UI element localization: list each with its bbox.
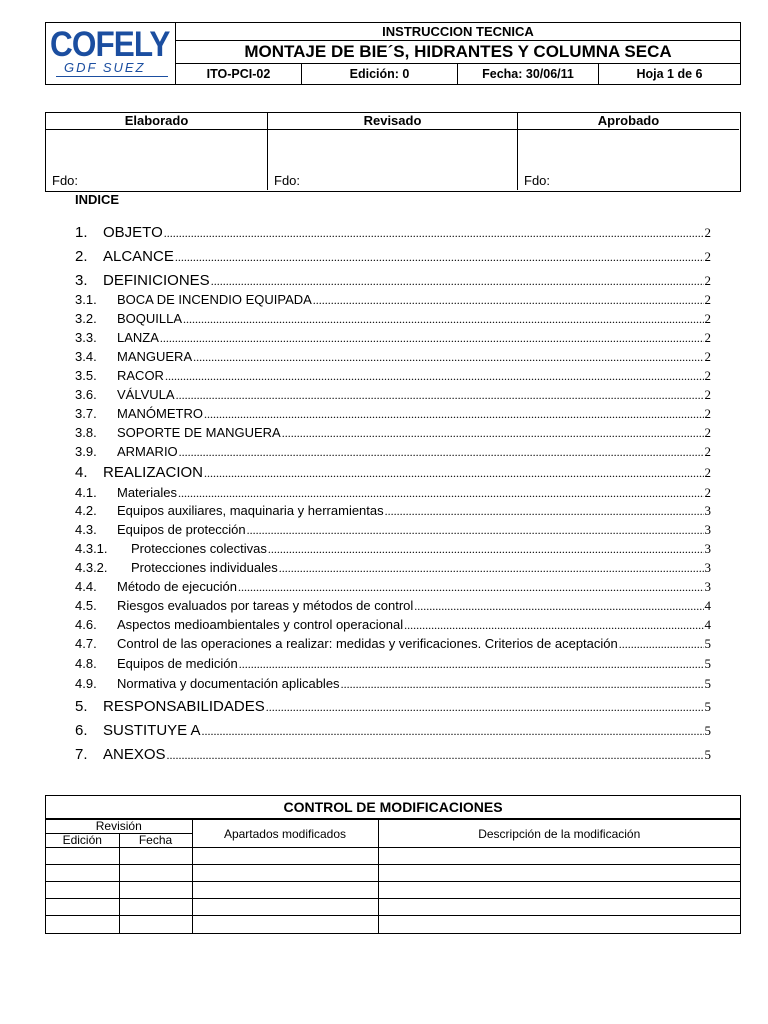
toc-entry[interactable]: [75, 617, 711, 633]
toc-entry[interactable]: [75, 330, 711, 346]
edicion-header: Edición: [46, 834, 119, 848]
toc-entry[interactable]: [75, 349, 711, 365]
toc-entry[interactable]: [75, 368, 711, 384]
toc-leader: [204, 407, 704, 422]
toc-text: Aspectos medioambientales y control operacional: [117, 617, 404, 632]
toc-page: 3: [704, 579, 711, 594]
table-row: [46, 899, 740, 916]
toc-number: 4.4.: [75, 579, 97, 594]
toc-leader: [178, 486, 704, 501]
toc-leader: [202, 724, 704, 739]
toc-text: BOQUILLA: [117, 311, 183, 326]
document-header: [45, 22, 741, 85]
toc-leader: [404, 618, 703, 633]
toc-page: 2: [704, 330, 711, 345]
table-row: [46, 882, 740, 899]
toc-page: 5: [704, 656, 711, 671]
signature-label: Fdo:: [274, 173, 301, 188]
toc-number: 4.3.1.: [75, 541, 108, 556]
toc-entry[interactable]: [75, 503, 711, 519]
toc-entry[interactable]: [75, 248, 711, 265]
toc-text: OBJETO: [103, 224, 163, 241]
doc-meta-row: [176, 64, 740, 84]
toc-text: Equipos de medición: [117, 656, 238, 671]
toc-leader: [282, 426, 704, 441]
approval-header: Revisado: [268, 113, 517, 130]
doc-date: Fecha: 30/06/11: [458, 64, 599, 84]
toc-text: Protecciones individuales: [131, 560, 278, 575]
toc-text: RESPONSABILIDADES: [103, 698, 265, 715]
approval-header: Elaborado: [46, 113, 267, 130]
signature-label: Fdo:: [52, 173, 79, 188]
toc-text: Normativa y documentación aplicables: [117, 676, 340, 691]
toc-page: 2: [704, 273, 711, 288]
fecha-header: Fecha: [119, 834, 192, 848]
toc-entry[interactable]: [75, 425, 711, 441]
toc-text: Control de las operaciones a realizar: medidas y verificaciones. Criterios de aceptación: [117, 636, 618, 651]
toc-entry[interactable]: [75, 560, 711, 576]
toc-number: 4.9.: [75, 676, 97, 691]
toc-number: 3.: [75, 272, 88, 289]
approval-table: [45, 112, 741, 192]
toc-page: 5: [704, 636, 711, 651]
descripcion-header: Descripción de la modificación: [378, 820, 740, 848]
doc-title: MONTAJE DE BIE´S, HIDRANTES Y COLUMNA SECA: [176, 41, 740, 64]
toc-number: 4.: [75, 464, 88, 481]
toc-number: 3.3.: [75, 330, 97, 345]
toc-leader: [313, 293, 704, 308]
toc-leader: [247, 523, 704, 538]
approval-revisado: [268, 113, 518, 190]
toc-leader: [175, 250, 704, 265]
toc-page: 2: [704, 249, 711, 264]
toc-text: Protecciones colectivas: [131, 541, 267, 556]
toc-page: 3: [704, 541, 711, 556]
toc-number: 3.9.: [75, 444, 97, 459]
toc-text: Equipos de protección: [117, 522, 246, 537]
table-row: [46, 848, 740, 865]
toc-leader: [385, 504, 704, 519]
toc-text: Riesgos evaluados por tareas y métodos de control: [117, 598, 414, 613]
toc-number: 3.5.: [75, 368, 97, 383]
toc-leader: [165, 369, 704, 384]
toc-page: 3: [704, 560, 711, 575]
toc-entry[interactable]: [75, 636, 711, 652]
toc-number: 3.6.: [75, 387, 97, 402]
toc-entry[interactable]: [75, 272, 711, 289]
revision-header: Revisión: [46, 820, 192, 834]
toc-page: 2: [704, 225, 711, 240]
toc-page: 2: [704, 425, 711, 440]
toc-page: 2: [704, 368, 711, 383]
toc-page: 5: [704, 747, 711, 762]
toc-entry[interactable]: [75, 746, 711, 763]
toc-text: Equipos auxiliares, maquinaria y herramientas: [117, 503, 384, 518]
toc-number: 4.7.: [75, 636, 97, 651]
toc-number: 6.: [75, 722, 88, 739]
toc-entry[interactable]: [75, 224, 711, 241]
toc-page: 2: [704, 485, 711, 500]
toc-leader: [176, 388, 704, 403]
toc-text: BOCA DE INCENDIO EQUIPADA: [117, 292, 312, 307]
toc-number: 3.7.: [75, 406, 97, 421]
toc-leader: [204, 466, 703, 481]
approval-header: Aprobado: [518, 113, 739, 130]
toc-text: ANEXOS: [103, 746, 166, 763]
toc-entry[interactable]: [75, 485, 711, 501]
toc-number: 7.: [75, 746, 88, 763]
apartados-header: Apartados modificados: [192, 820, 378, 848]
toc-entry[interactable]: [75, 444, 711, 460]
toc-entry[interactable]: [75, 311, 711, 327]
toc-leader: [266, 700, 704, 715]
toc-number: 3.1.: [75, 292, 97, 307]
index-title: INDICE: [75, 192, 120, 207]
toc-leader: [211, 274, 704, 289]
toc-page: 2: [704, 387, 711, 402]
approval-elaborado: [46, 113, 268, 190]
toc-page: 5: [704, 699, 711, 714]
toc-page: 4: [704, 598, 711, 613]
toc-number: 4.5.: [75, 598, 97, 613]
toc-text: SOPORTE DE MANGUERA: [117, 425, 281, 440]
toc-number: 3.8.: [75, 425, 97, 440]
toc-leader: [268, 542, 704, 557]
modification-control-table: [45, 795, 741, 934]
toc-leader: [193, 350, 703, 365]
toc-leader: [619, 637, 704, 652]
table-row: [46, 916, 740, 933]
toc-text: Método de ejecución: [117, 579, 237, 594]
toc-leader: [279, 561, 704, 576]
toc-leader: [183, 312, 703, 327]
doc-type: INSTRUCCION TECNICA: [176, 23, 740, 41]
toc-page: 5: [704, 723, 711, 738]
toc-leader: [167, 748, 704, 763]
toc-page: 2: [704, 292, 711, 307]
toc-text: LANZA: [117, 330, 159, 345]
toc-leader: [341, 677, 704, 692]
toc-page: 2: [704, 444, 711, 459]
toc-page: 2: [704, 406, 711, 421]
toc-entry[interactable]: [75, 676, 711, 692]
toc-entry[interactable]: [75, 598, 711, 614]
toc-text: MANGUERA: [117, 349, 193, 364]
toc-entry[interactable]: [75, 464, 711, 481]
toc-page: 2: [704, 465, 711, 480]
toc-entry[interactable]: [75, 522, 711, 538]
toc-text: ALCANCE: [103, 248, 174, 265]
toc-number: 3.2.: [75, 311, 97, 326]
toc-page: 3: [704, 522, 711, 537]
toc-page: 2: [704, 349, 711, 364]
toc-leader: [414, 599, 703, 614]
toc-entry[interactable]: [75, 541, 711, 557]
table-row: [46, 865, 740, 882]
toc-number: 4.6.: [75, 617, 97, 632]
toc-text: SUSTITUYE A: [103, 722, 201, 739]
toc-number: 1.: [75, 224, 88, 241]
toc-text: DEFINICIONES: [103, 272, 210, 289]
toc-number: 4.3.: [75, 522, 97, 537]
toc-text: VÁLVULA: [117, 387, 175, 402]
toc-page: 2: [704, 311, 711, 326]
toc-number: 4.2.: [75, 503, 97, 518]
toc-number: 4.3.2.: [75, 560, 108, 575]
toc-entry[interactable]: [75, 656, 711, 672]
toc-page: 4: [704, 617, 711, 632]
toc-text: MANÓMETRO: [117, 406, 203, 421]
toc-number: 2.: [75, 248, 88, 265]
toc-entry[interactable]: [75, 387, 711, 403]
logo-underline: [56, 76, 168, 77]
toc-text: RACOR: [117, 368, 164, 383]
toc-number: 4.1.: [75, 485, 97, 500]
signature-label: Fdo:: [524, 173, 551, 188]
toc-number: 5.: [75, 698, 88, 715]
company-logo: [46, 23, 176, 84]
toc-page: 5: [704, 676, 711, 691]
toc-leader: [160, 331, 704, 346]
logo-subbrand: GDF SUEZ: [64, 60, 146, 75]
control-title: CONTROL DE MODIFICACIONES: [46, 796, 740, 819]
logo-wordmark: COFELY: [50, 25, 170, 64]
toc-leader: [164, 226, 704, 241]
toc-text: ARMARIO: [117, 444, 178, 459]
toc-page: 3: [704, 503, 711, 518]
toc-entry[interactable]: [75, 579, 711, 595]
toc-entry[interactable]: [75, 722, 711, 739]
toc-number: 4.8.: [75, 656, 97, 671]
toc-text: REALIZACION: [103, 464, 204, 481]
toc-number: 3.4.: [75, 349, 97, 364]
toc-leader: [179, 445, 704, 460]
toc-entry[interactable]: [75, 698, 711, 715]
toc-entry[interactable]: [75, 406, 711, 422]
toc-text: Materiales: [117, 485, 177, 500]
doc-edition: Edición: 0: [302, 64, 458, 84]
approval-aprobado: [518, 113, 739, 190]
toc-leader: [239, 657, 704, 672]
toc-entry[interactable]: [75, 292, 711, 308]
doc-page: Hoja 1 de 6: [636, 67, 703, 81]
doc-code: ITO-PCI-02: [176, 64, 302, 84]
toc-leader: [238, 580, 704, 595]
